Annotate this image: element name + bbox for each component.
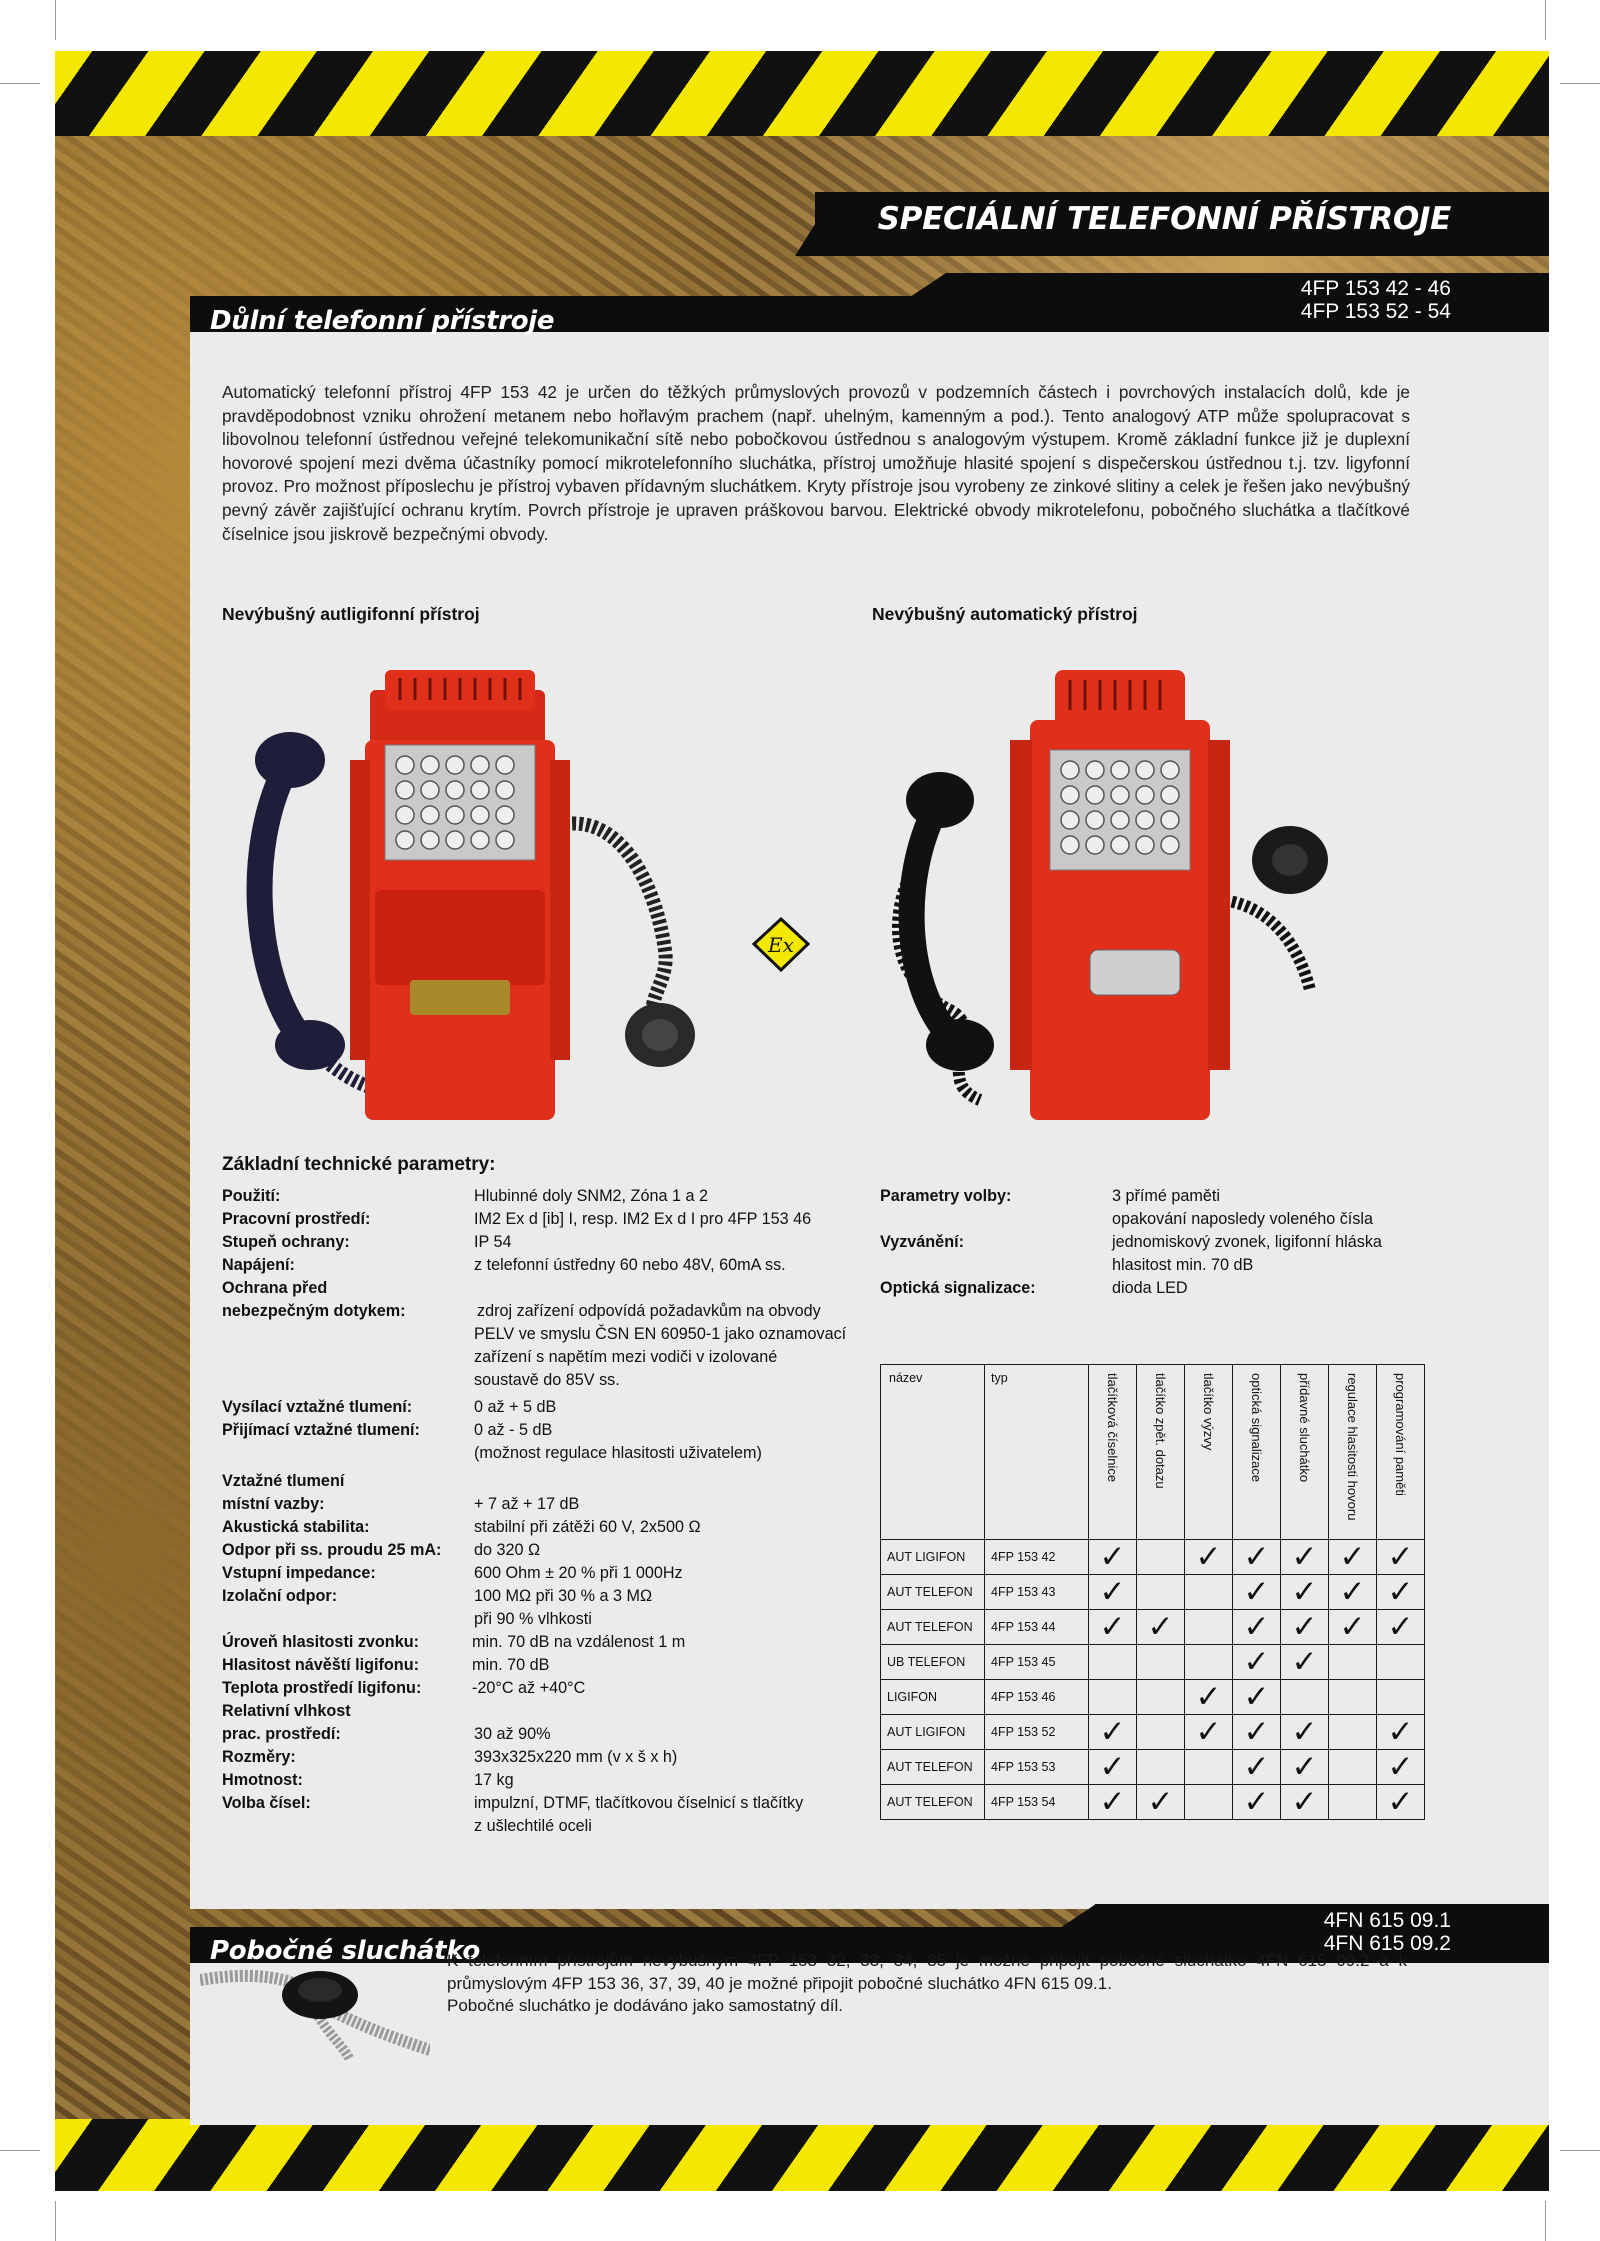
check-cell	[1185, 1645, 1233, 1680]
check-cell	[1089, 1575, 1137, 1610]
checkmark-icon: ✓	[1387, 1539, 1414, 1575]
row-type: 4FP 153 53	[985, 1750, 1089, 1785]
param-value: min. 70 dB na vzdálenost 1 m	[472, 1633, 686, 1651]
check-cell	[1233, 1540, 1281, 1575]
check-cell	[1137, 1610, 1185, 1645]
check-cell	[1281, 1645, 1329, 1680]
crop-mark	[1560, 2150, 1600, 2151]
param-key: Relativní vlhkost	[222, 1702, 351, 1720]
param-key: Rozměry:	[222, 1748, 296, 1766]
ex-symbol-text: Ex	[768, 933, 794, 957]
table-row	[881, 1540, 1425, 1575]
param-value: do 320 Ω	[474, 1541, 541, 1559]
check-cell	[1281, 1575, 1329, 1610]
param-key: Teplota prostředí ligifonu:	[222, 1679, 422, 1697]
aux-earpiece-description	[447, 1950, 1407, 2018]
table-row	[881, 1645, 1425, 1680]
crop-mark	[55, 0, 56, 40]
param-value: zařízení s napětím mezi vodiči v izolované	[474, 1348, 778, 1366]
check-cell	[1089, 1750, 1137, 1785]
checkmark-icon: ✓	[1195, 1539, 1222, 1575]
checkmark-icon: ✓	[1195, 1714, 1222, 1750]
header-bar-slant	[795, 192, 835, 256]
row-name: LIGIFON	[881, 1680, 985, 1715]
param-value: + 7 až + 17 dB	[474, 1495, 580, 1513]
param-value: 17 kg	[474, 1771, 514, 1789]
row-name: AUT TELEFON	[881, 1785, 985, 1820]
check-cell	[1137, 1715, 1185, 1750]
param-key: Vztažné tlumení	[222, 1472, 345, 1490]
param-key: prac. prostředí:	[222, 1725, 341, 1743]
checkmark-icon: ✓	[1339, 1609, 1366, 1645]
check-cell	[1089, 1680, 1137, 1715]
row-name: AUT TELEFON	[881, 1750, 985, 1785]
page-title: SPECIÁLNÍ TELEFONNÍ PŘÍSTROJE	[877, 201, 1451, 237]
check-cell	[1089, 1645, 1137, 1680]
param-key: Vstupní impedance:	[222, 1564, 376, 1582]
section1-title: Důlní telefonní přístroje	[210, 306, 555, 336]
param-key: Pracovní prostředí:	[222, 1210, 371, 1228]
param-value: -20°C až +40°C	[472, 1679, 586, 1697]
feature-header: tlačítko výzvy	[1201, 1373, 1216, 1451]
check-cell	[1281, 1785, 1329, 1820]
check-cell	[1377, 1575, 1425, 1610]
param-value: PELV ve smyslu ČSN EN 60950-1 jako oznamovací	[474, 1325, 847, 1343]
feature-header: optická signalizace	[1249, 1373, 1264, 1483]
check-cell	[1329, 1540, 1377, 1575]
checkmark-icon: ✓	[1147, 1609, 1174, 1645]
feature-header: tlačítko zpět. dotazu	[1153, 1373, 1168, 1489]
feature-header: programování paměti	[1393, 1373, 1408, 1496]
check-cell	[1281, 1680, 1329, 1715]
check-cell	[1137, 1680, 1185, 1715]
params-left-list	[222, 1187, 862, 1847]
check-cell	[1089, 1610, 1137, 1645]
checkmark-icon: ✓	[1387, 1609, 1414, 1645]
check-cell	[1281, 1750, 1329, 1785]
checkmark-icon: ✓	[1147, 1784, 1174, 1820]
aux-text-line-2: Pobočné sluchátko je dodáváno jako samostatný díl.	[447, 1996, 843, 2015]
checkmark-icon: ✓	[1339, 1539, 1366, 1575]
section1-code-2: 4FP 153 52 - 54	[1300, 300, 1451, 323]
param-key: Optická signalizace:	[880, 1279, 1036, 1297]
check-cell	[1329, 1680, 1377, 1715]
checkmark-icon: ✓	[1291, 1644, 1318, 1680]
row-type: 4FP 153 45	[985, 1645, 1089, 1680]
check-cell	[1377, 1540, 1425, 1575]
check-cell	[1281, 1715, 1329, 1750]
feature-table-body	[881, 1540, 1425, 1820]
param-value: stabilní při zátěži 60 V, 2x500 Ω	[474, 1518, 701, 1536]
table-row	[881, 1785, 1425, 1820]
checkmark-icon: ✓	[1291, 1574, 1318, 1610]
checkmark-icon: ✓	[1099, 1784, 1126, 1820]
param-value: 30 až 90%	[474, 1725, 551, 1743]
check-cell	[1281, 1540, 1329, 1575]
checkmark-icon: ✓	[1195, 1679, 1222, 1715]
row-name: AUT LIGIFON	[881, 1715, 985, 1750]
check-cell	[1185, 1610, 1233, 1645]
phone-automatic-image	[870, 650, 1340, 1140]
check-cell	[1233, 1785, 1281, 1820]
crop-mark	[0, 2150, 40, 2151]
checkmark-icon: ✓	[1291, 1539, 1318, 1575]
crop-mark	[55, 2201, 56, 2241]
check-cell	[1329, 1645, 1377, 1680]
checkmark-icon: ✓	[1099, 1609, 1126, 1645]
check-cell	[1329, 1785, 1377, 1820]
checkmark-icon: ✓	[1243, 1539, 1270, 1575]
param-value: jednomiskový zvonek, ligifonní hláska	[1112, 1233, 1382, 1251]
check-cell	[1185, 1750, 1233, 1785]
param-value: (možnost regulace hlasitosti uživatelem)	[474, 1444, 762, 1462]
param-key: Ochrana před	[222, 1279, 328, 1297]
check-cell	[1137, 1645, 1185, 1680]
param-key: nebezpečným dotykem:	[222, 1302, 406, 1320]
check-cell	[1377, 1645, 1425, 1680]
param-key: Napájení:	[222, 1256, 295, 1274]
param-value: dioda LED	[1112, 1279, 1188, 1297]
check-cell	[1233, 1680, 1281, 1715]
check-cell	[1089, 1715, 1137, 1750]
checkmark-icon: ✓	[1099, 1714, 1126, 1750]
crop-mark	[1560, 83, 1600, 84]
param-key: Odpor při ss. proudu 25 mA:	[222, 1541, 442, 1559]
row-type: 4FP 153 46	[985, 1680, 1089, 1715]
checkmark-icon: ✓	[1099, 1749, 1126, 1785]
checkmark-icon: ✓	[1387, 1574, 1414, 1610]
check-cell	[1377, 1715, 1425, 1750]
param-value: impulzní, DTMF, tlačítkovou číselnicí s tlačítky	[474, 1794, 804, 1812]
check-cell	[1329, 1715, 1377, 1750]
check-cell	[1233, 1575, 1281, 1610]
row-name: AUT LIGIFON	[881, 1540, 985, 1575]
check-cell	[1281, 1610, 1329, 1645]
check-cell	[1233, 1715, 1281, 1750]
param-value: 3 přímé paměti	[1112, 1187, 1220, 1205]
checkmark-icon: ✓	[1387, 1714, 1414, 1750]
checkmark-icon: ✓	[1243, 1784, 1270, 1820]
check-cell	[1233, 1610, 1281, 1645]
param-value: zdroj zařízení odpovídá požadavkům na obvody	[477, 1302, 821, 1320]
section1-codes	[1151, 277, 1451, 337]
param-key: Úroveň hlasitosti zvonku:	[222, 1633, 419, 1651]
param-key: Parametry volby:	[880, 1187, 1012, 1205]
section1-code-1: 4FP 153 42 - 46	[1300, 277, 1451, 300]
param-key: Vyzvánění:	[880, 1233, 964, 1251]
col-type-header: typ	[985, 1365, 1089, 1540]
param-value: 393x325x220 mm (v x š x h)	[474, 1748, 678, 1766]
param-value: 600 Ohm ± 20 % při 1 000Hz	[474, 1564, 683, 1582]
check-cell	[1233, 1645, 1281, 1680]
aux-earpiece-image	[200, 1940, 430, 2060]
section2-code-2: 4FN 615 09.2	[1323, 1932, 1451, 1955]
params-heading: Základní technické parametry:	[222, 1154, 496, 1175]
check-cell	[1185, 1540, 1233, 1575]
check-cell	[1089, 1785, 1137, 1820]
checkmark-icon: ✓	[1099, 1574, 1126, 1610]
param-key: Izolační odpor:	[222, 1587, 338, 1605]
check-cell	[1377, 1680, 1425, 1715]
checkmark-icon: ✓	[1243, 1644, 1270, 1680]
checkmark-icon: ✓	[1291, 1609, 1318, 1645]
table-row	[881, 1715, 1425, 1750]
param-key: Přijímací vztažné tlumení:	[222, 1421, 420, 1439]
param-value: IM2 Ex d [ib] I, resp. IM2 Ex d I pro 4FP 153 46	[474, 1210, 812, 1228]
feature-table-header	[881, 1365, 1425, 1540]
param-key: Volba čísel:	[222, 1794, 311, 1812]
param-key: Vysílací vztažné tlumení:	[222, 1398, 413, 1416]
param-key: Hlasitost návěští ligifonu:	[222, 1656, 419, 1674]
row-name: AUT TELEFON	[881, 1575, 985, 1610]
table-row	[881, 1610, 1425, 1645]
row-type: 4FP 153 52	[985, 1715, 1089, 1750]
param-value: opakování naposledy voleného čísla	[1112, 1210, 1373, 1228]
param-key: místní vazby:	[222, 1495, 325, 1513]
row-type: 4FP 153 42	[985, 1540, 1089, 1575]
param-value: z telefonní ústředny 60 nebo 48V, 60mA ss.	[474, 1256, 786, 1274]
check-cell	[1089, 1540, 1137, 1575]
check-cell	[1137, 1750, 1185, 1785]
ex-atex-icon	[752, 917, 810, 972]
feature-table	[880, 1364, 1425, 1820]
intro-paragraph: Automatický telefonní přístroj 4FP 153 42 je určen do těžkých průmyslových provozů v podzemních částech i povrchových instalacích dolů, kde je pravděpodobnost vzniku ohrožení metanem nebo hořlavým prachem (např. uhelným, kamenným a pod.). Tento analogový ATP může spolupracovat s libovolnou telefonní ústřednou veřejné telekomunikační sítě nebo pobočkovou ústřednou s analogovým výstupem. Kromě základní funkce již je duplexní hovorové spojení mezi dvěma účastníky pomocí mikrotelefonního sluchátka, přístroj umožňuje hlasité spojení s dispečerskou ústřednou t.j. tzv. ligyfonní provoz. Pro možnost příposlechu je přístroj vybaven přídavným sluchátkem. Kryty přístroje jsou vyrobeny ze zinkové slitiny a celek je řešen jako nevýbušný pevný závěr zajišťující ochranu krytím. Povrch přístroje je upraven práškovou barvou. Elektrické obvody mikrotelefonu, pobočného sluchátka a tlačítkové číselnice jsou jiskrově bezpečnými obvody.	[222, 382, 1410, 544]
checkmark-icon: ✓	[1243, 1574, 1270, 1610]
crop-mark	[1545, 2201, 1546, 2241]
table-row	[881, 1750, 1425, 1785]
check-cell	[1329, 1575, 1377, 1610]
param-value: min. 70 dB	[472, 1656, 550, 1674]
check-cell	[1185, 1715, 1233, 1750]
param-key: Stupeň ochrany:	[222, 1233, 350, 1251]
param-key: Použití:	[222, 1187, 281, 1205]
checkmark-icon: ✓	[1243, 1679, 1270, 1715]
checkmark-icon: ✓	[1291, 1714, 1318, 1750]
params-right-list	[880, 1187, 1420, 1307]
check-cell	[1233, 1750, 1281, 1785]
table-row	[881, 1680, 1425, 1715]
param-value: při 90 % vlhkosti	[474, 1610, 592, 1628]
table-row	[881, 1575, 1425, 1610]
feature-header: tlačítková číselnice	[1105, 1373, 1120, 1483]
checkmark-icon: ✓	[1291, 1784, 1318, 1820]
check-cell	[1377, 1750, 1425, 1785]
param-value: 100 MΩ při 30 % a 3 MΩ	[474, 1587, 653, 1605]
phone-autligifon-image	[225, 650, 725, 1140]
param-value: hlasitost min. 70 dB	[1112, 1256, 1254, 1274]
checkmark-icon: ✓	[1243, 1749, 1270, 1785]
checkmark-icon: ✓	[1099, 1539, 1126, 1575]
section1-tab-slant	[910, 273, 946, 297]
checkmark-icon: ✓	[1291, 1749, 1318, 1785]
check-cell	[1377, 1785, 1425, 1820]
param-key: Akustická stabilita:	[222, 1518, 370, 1536]
row-type: 4FP 153 54	[985, 1785, 1089, 1820]
feature-header: regulace hlasitosti hovoru	[1345, 1373, 1360, 1521]
param-value: Hlubinné doly SNM2, Zóna 1 a 2	[474, 1187, 708, 1205]
col-name-header: název	[881, 1365, 985, 1540]
checkmark-icon: ✓	[1243, 1714, 1270, 1750]
check-cell	[1137, 1575, 1185, 1610]
check-cell	[1185, 1680, 1233, 1715]
hazard-stripe-bottom	[55, 2119, 1549, 2191]
check-cell	[1185, 1575, 1233, 1610]
check-cell	[1329, 1610, 1377, 1645]
check-cell	[1329, 1750, 1377, 1785]
check-cell	[1185, 1785, 1233, 1820]
section2-tab-slant	[1060, 1904, 1096, 1928]
section2-title: Pobočné sluchátko	[210, 1936, 480, 1966]
right-phone-title: Nevýbušný automatický přístroj	[872, 604, 1138, 624]
hazard-stripe-top	[55, 51, 1549, 136]
checkmark-icon: ✓	[1387, 1784, 1414, 1820]
left-phone-title: Nevýbušný autligifonní přístroj	[222, 604, 480, 624]
param-value: soustavě do 85V ss.	[474, 1371, 620, 1389]
check-cell	[1137, 1540, 1185, 1575]
param-value: z ušlechtilé oceli	[474, 1817, 592, 1835]
row-name: AUT TELEFON	[881, 1610, 985, 1645]
param-key: Hmotnost:	[222, 1771, 303, 1789]
checkmark-icon: ✓	[1387, 1749, 1414, 1785]
param-value: 0 až + 5 dB	[474, 1398, 557, 1416]
aux-text-line-1: K telefonním přístrojům nevýbušným 4FP 153 32, 33, 34, 35 je možné připojit pobočné sluchátko 4FN 615 09.2 a k průmyslovým 4FP 153 36, 37, 39, 40 je možné připojit pobočné sluchátko 4FN 615 09.1.	[447, 1951, 1407, 1993]
row-type: 4FP 153 43	[985, 1575, 1089, 1610]
check-cell	[1377, 1610, 1425, 1645]
check-cell	[1137, 1785, 1185, 1820]
checkmark-icon: ✓	[1243, 1609, 1270, 1645]
feature-header: přídavné sluchátko	[1297, 1373, 1312, 1483]
crop-mark	[0, 83, 40, 84]
row-name: UB TELEFON	[881, 1645, 985, 1680]
checkmark-icon: ✓	[1339, 1574, 1366, 1610]
section2-code-1: 4FN 615 09.1	[1323, 1909, 1451, 1932]
crop-mark	[1545, 0, 1546, 40]
param-value: IP 54	[474, 1233, 512, 1251]
param-value: 0 až - 5 dB	[474, 1421, 553, 1439]
row-type: 4FP 153 44	[985, 1610, 1089, 1645]
